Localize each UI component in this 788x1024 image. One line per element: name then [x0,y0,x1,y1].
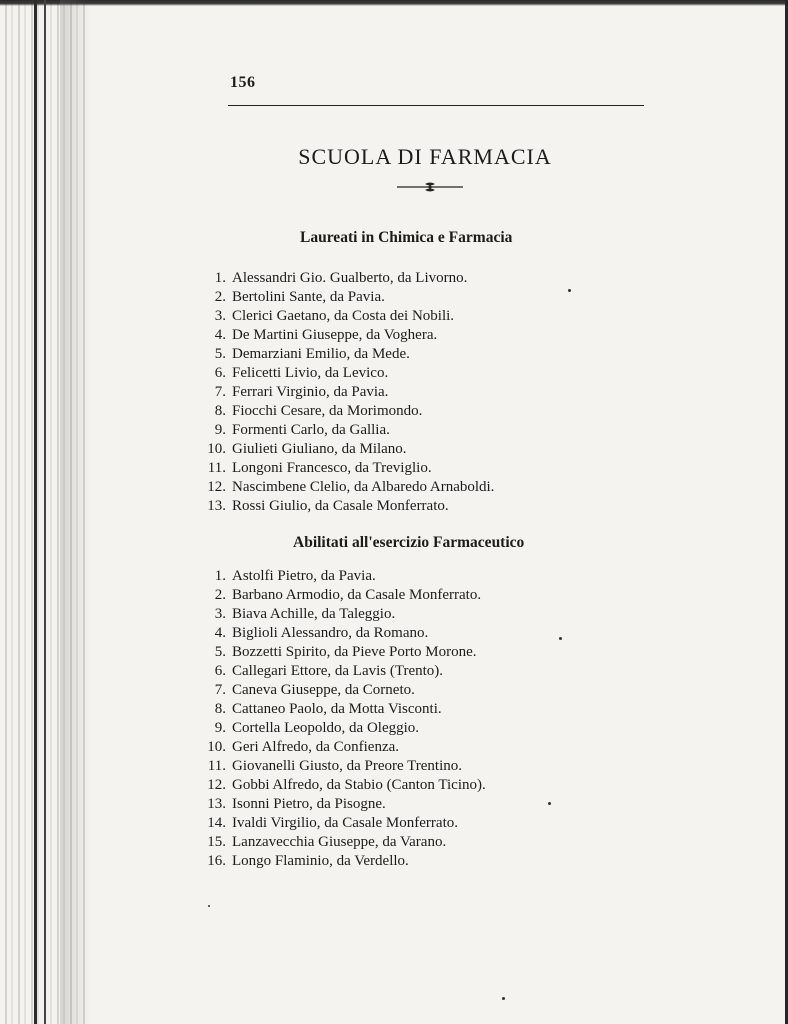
entry-number: 14. [207,815,226,831]
entry-number: 8. [214,403,226,419]
list-item [196,269,494,288]
list-item [196,586,486,605]
entry-number: 4. [214,327,226,343]
entry-number: 9. [214,720,226,736]
list-item [196,497,494,516]
entry-number: 6. [214,365,226,381]
list-item [196,852,486,871]
entry-number: 4. [214,625,226,641]
entry-text: Biava Achille, da Taleggio. [232,606,396,622]
entry-text: Biglioli Alessandro, da Romano. [232,625,429,641]
entry-number: 6. [214,663,226,679]
entry-number: 3. [214,308,226,324]
list-item [196,421,494,440]
list-item [196,326,494,345]
list-item [196,624,486,643]
list-item [196,795,486,814]
list-item [196,681,486,700]
section-heading-abilitati: Abilitati all'esercizio Farmaceutico [293,534,525,551]
entry-text: Ivaldi Virgilio, da Casale Monferrato. [232,815,458,831]
entry-text: Isonni Pietro, da Pisogne. [232,796,386,812]
list-item [196,738,486,757]
entry-number: 11. [207,758,226,774]
list-item [196,459,494,478]
binding-fade [60,0,90,1024]
list-item [196,364,494,383]
entry-text: Fiocchi Cesare, da Morimondo. [232,403,423,419]
entry-text: Lanzavecchia Giuseppe, da Varano. [232,834,447,850]
entry-number: 12. [207,777,226,793]
entry-text: Astolfi Pietro, da Pavia. [232,568,376,584]
list-item [196,700,486,719]
entry-text: Giovanelli Giusto, da Preore Trentino. [232,758,462,774]
entry-text: Formenti Carlo, da Gallia. [232,422,390,438]
entry-number: 8. [214,701,226,717]
list-item [196,605,486,624]
entry-number: 12. [207,479,226,495]
entry-text: Callegari Ettore, da Lavis (Trento). [232,663,444,679]
list-item [196,814,486,833]
list-item [196,288,494,307]
entry-text: Felicetti Livio, da Levico. [232,365,389,381]
print-speck [502,997,505,1000]
entry-text: Rossi Giulio, da Casale Monferrato. [232,498,449,514]
print-speck [559,637,562,640]
list-item [196,440,494,459]
list-item [196,307,494,326]
entry-text: Bozzetti Spirito, da Pieve Porto Morone. [232,644,477,660]
list-item [196,383,494,402]
entry-number: 2. [214,289,226,305]
print-speck [208,905,210,907]
entry-number: 1. [214,568,226,584]
section-heading-laureati: Laureati in Chimica e Farmacia [300,229,513,246]
abilitati-list [196,567,486,871]
list-item [196,833,486,852]
entry-text: Cattaneo Paolo, da Motta Visconti. [232,701,442,717]
entry-number: 11. [207,460,226,476]
entry-text: Geri Alfredo, da Confienza. [232,739,400,755]
list-item [196,402,494,421]
entry-number: 10. [207,441,226,457]
list-item [196,776,486,795]
entry-text: Longo Flaminio, da Verdello. [232,853,409,869]
entry-text: Alessandri Gio. Gualberto, da Livorno. [232,270,468,286]
entry-number: 2. [214,587,226,603]
print-speck [548,802,551,805]
entry-text: Longoni Francesco, da Treviglio. [232,460,432,476]
print-speck [568,289,571,292]
page-number: 156 [230,74,256,91]
entry-text: Gobbi Alfredo, da Stabio (Canton Ticino). [232,777,486,793]
entry-text: Bertolini Sante, da Pavia. [232,289,385,305]
entry-number: 5. [214,346,226,362]
list-item [196,345,494,364]
header-rule [228,105,644,106]
entry-number: 1. [214,270,226,286]
entry-number: 15. [207,834,226,850]
entry-text: Barbano Armodio, da Casale Monferrato. [232,587,482,603]
entry-text: Demarziani Emilio, da Mede. [232,346,410,362]
list-item [196,643,486,662]
page-title: SCUOLA DI FARMACIA [298,144,552,169]
entry-number: 9. [214,422,226,438]
entry-number: 3. [214,606,226,622]
laureati-list [196,269,494,516]
entry-number: 5. [214,644,226,660]
list-item [196,567,486,586]
list-item [196,478,494,497]
list-item [196,719,486,738]
entry-text: Ferrari Virginio, da Pavia. [232,384,389,400]
entry-text: Nascimbene Clelio, da Albaredo Arnaboldi. [232,479,495,495]
binding-line [44,0,46,1024]
entry-text: De Martini Giuseppe, da Voghera. [232,327,438,343]
ornament-divider-icon [397,180,463,194]
entry-number: 13. [207,498,226,514]
entry-number: 7. [214,384,226,400]
list-item [196,757,486,776]
entry-number: 16. [207,853,226,869]
page-top-edge [0,0,788,6]
entry-number: 7. [214,682,226,698]
entry-number: 10. [207,739,226,755]
binding-line [34,0,37,1024]
entry-text: Caneva Giuseppe, da Corneto. [232,682,415,698]
entry-text: Giulieti Giuliano, da Milano. [232,441,407,457]
entry-number: 13. [207,796,226,812]
entry-text: Clerici Gaetano, da Costa dei Nobili. [232,308,455,324]
list-item [196,662,486,681]
entry-text: Cortella Leopoldo, da Oleggio. [232,720,420,736]
